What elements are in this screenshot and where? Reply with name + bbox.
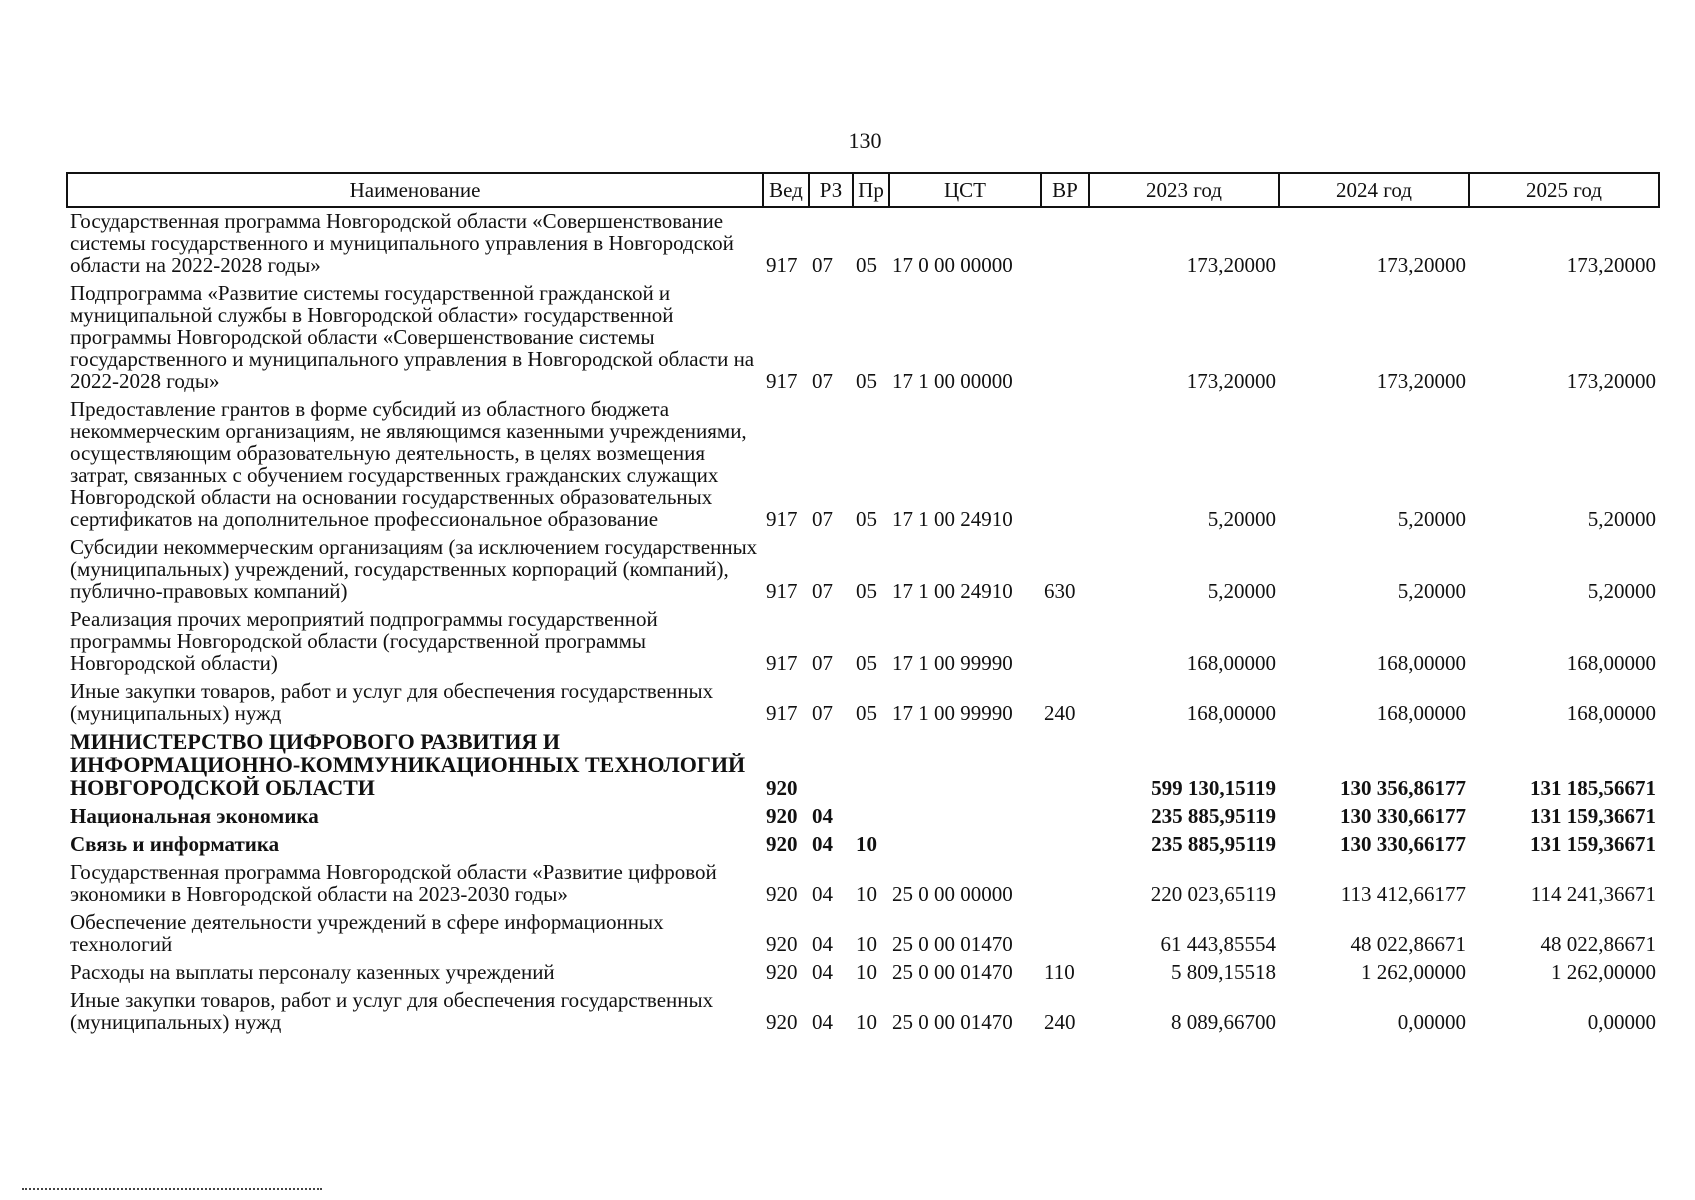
row-amount-2024: 173,20000 [1376, 369, 1466, 393]
row-ved: 917 [766, 579, 798, 603]
row-cst: 25 0 00 01470 [892, 960, 1013, 984]
row-name: Иные закупки товаров, работ и услуг для обеспечения государственных (муниципальных) нужд [70, 988, 714, 1034]
row-rz: 04 [812, 932, 833, 956]
row-rz: 04 [812, 804, 833, 828]
row-cst: 25 0 00 01470 [892, 1010, 1013, 1034]
header-2023: 2023 год [1089, 173, 1279, 207]
row-cst [889, 803, 1041, 831]
table-row [67, 280, 1659, 396]
header-2024: 2024 год [1279, 173, 1469, 207]
row-name: Субсидии некоммерческим организациям (за исключением государственных (муниципальных) учреждений, государственных корпораций (компаний), публично-правовых компаний) [70, 535, 758, 603]
row-vr: 240 [1044, 1010, 1076, 1034]
row-pr: 05 [856, 369, 877, 393]
row-amount-2023: 173,20000 [1186, 369, 1276, 393]
row-rz [809, 728, 853, 803]
row-rz: 07 [812, 651, 833, 675]
header-rz: РЗ [809, 173, 853, 207]
row-name: Иные закупки товаров, работ и услуг для обеспечения государственных (муниципальных) нужд [70, 679, 714, 725]
header-2025: 2025 год [1469, 173, 1659, 207]
row-name: Национальная экономика [70, 804, 319, 828]
row-vr [1041, 909, 1089, 959]
row-amount-2024: 168,00000 [1376, 701, 1466, 725]
row-name: Обеспечение деятельности учреждений в сфере информационных технологий [70, 910, 664, 956]
row-amount-2024: 5,20000 [1397, 579, 1466, 603]
row-amount-2023: 5 809,15518 [1171, 960, 1276, 984]
row-vr [1041, 396, 1089, 534]
row-amount-2025: 168,00000 [1566, 701, 1656, 725]
row-vr [1041, 728, 1089, 803]
table-row [67, 728, 1659, 803]
row-vr: 630 [1044, 579, 1076, 603]
row-vr [1041, 280, 1089, 396]
row-amount-2024: 1 262,00000 [1361, 960, 1466, 984]
row-rz: 07 [812, 253, 833, 277]
row-pr: 05 [856, 651, 877, 675]
row-amount-2025: 131 159,36671 [1530, 832, 1656, 856]
page-number: 130 [848, 128, 882, 153]
row-ved: 920 [766, 932, 798, 956]
row-vr [1041, 831, 1089, 859]
table-row [67, 959, 1659, 987]
row-amount-2025: 0,00000 [1587, 1010, 1656, 1034]
row-amount-2025: 1 262,00000 [1551, 960, 1656, 984]
row-rz: 07 [812, 579, 833, 603]
row-cst: 17 0 00 00000 [892, 253, 1013, 277]
row-ved: 917 [766, 253, 798, 277]
row-name: Предоставление грантов в форме субсидий из областного бюджета некоммерческим организациям, не являющимся казенными учреждениями, осуществляющим образовательную деятельность, в целях возмещения затрат, связанных с обучением государственных гражданских служащих Новгородской области на основании государственных образовательных сертификатов на дополнительное профессиональное образование [70, 397, 747, 531]
row-amount-2024: 130 356,86177 [1340, 776, 1466, 800]
row-amount-2024: 130 330,66177 [1340, 804, 1466, 828]
row-name: Государственная программа Новгородской области «Совершенствование системы государственного и муниципального управления в Новгородской области на 2022-2028 годы» [70, 209, 734, 277]
row-cst [889, 728, 1041, 803]
table-row [67, 534, 1659, 606]
row-ved: 920 [766, 776, 798, 800]
row-pr: 05 [856, 579, 877, 603]
row-amount-2023: 168,00000 [1186, 701, 1276, 725]
row-amount-2025: 173,20000 [1566, 369, 1656, 393]
row-amount-2023: 5,20000 [1207, 579, 1276, 603]
row-pr: 10 [856, 832, 877, 856]
table-row [67, 207, 1659, 280]
row-cst: 17 1 00 99990 [892, 651, 1013, 675]
row-name: Подпрограмма «Развитие системы государственной гражданской и муниципальной службы в Новгородской области» государственной программы Новгородской области «Совершенствование системы государственного и муниципального управления в Новгородской области на 2022-2028 годы» [70, 281, 755, 393]
row-rz: 07 [812, 369, 833, 393]
row-pr: 10 [856, 932, 877, 956]
row-pr [853, 728, 889, 803]
row-amount-2023: 235 885,95119 [1151, 804, 1276, 828]
row-cst: 17 1 00 00000 [892, 369, 1013, 393]
row-vr [1041, 859, 1089, 909]
table-row [67, 678, 1659, 728]
table-row [67, 909, 1659, 959]
row-amount-2023: 599 130,15119 [1151, 776, 1276, 800]
row-amount-2024: 173,20000 [1376, 253, 1466, 277]
row-amount-2025: 131 185,56671 [1530, 776, 1656, 800]
row-amount-2024: 0,00000 [1397, 1010, 1466, 1034]
row-ved: 920 [766, 960, 798, 984]
row-cst [889, 831, 1041, 859]
header-ved: Вед [763, 173, 809, 207]
row-ved: 917 [766, 651, 798, 675]
row-amount-2024: 48 022,86671 [1350, 932, 1466, 956]
row-amount-2025: 168,00000 [1566, 651, 1656, 675]
row-pr: 10 [856, 960, 877, 984]
row-amount-2024: 130 330,66177 [1340, 832, 1466, 856]
row-ved: 920 [766, 832, 798, 856]
row-pr: 05 [856, 253, 877, 277]
row-cst: 25 0 00 01470 [892, 932, 1013, 956]
row-rz: 07 [812, 701, 833, 725]
row-amount-2024: 5,20000 [1397, 507, 1466, 531]
row-ved: 920 [766, 882, 798, 906]
table-row [67, 987, 1659, 1037]
row-cst: 17 1 00 24910 [892, 507, 1013, 531]
row-ved: 917 [766, 701, 798, 725]
header-name: Наименование [67, 173, 763, 207]
row-amount-2023: 220 023,65119 [1150, 882, 1276, 906]
row-amount-2023: 8 089,66700 [1171, 1010, 1276, 1034]
row-rz: 04 [812, 960, 833, 984]
table-row [67, 859, 1659, 909]
row-ved: 917 [766, 369, 798, 393]
row-pr: 10 [856, 1010, 877, 1034]
row-pr: 05 [856, 701, 877, 725]
row-ved: 920 [766, 1010, 798, 1034]
row-amount-2023: 168,00000 [1186, 651, 1276, 675]
footer-divider [22, 1188, 322, 1190]
row-amount-2025: 173,20000 [1566, 253, 1656, 277]
row-vr [1041, 803, 1089, 831]
table-row [67, 606, 1659, 678]
row-amount-2023: 173,20000 [1186, 253, 1276, 277]
row-amount-2024: 113 412,66177 [1340, 882, 1466, 906]
row-ved: 920 [766, 804, 798, 828]
row-name: МИНИСТЕРСТВО ЦИФРОВОГО РАЗВИТИЯ И ИНФОРМАЦИОННО-КОММУНИКАЦИОННЫХ ТЕХНОЛОГИЙ НОВГОРОДСКОЙ ОБЛАСТИ [70, 729, 746, 800]
row-amount-2023: 235 885,95119 [1151, 832, 1276, 856]
row-amount-2025: 5,20000 [1587, 507, 1656, 531]
budget-table [66, 172, 1660, 1037]
table-row [67, 803, 1659, 831]
row-name: Расходы на выплаты персоналу казенных учреждений [70, 960, 555, 984]
row-amount-2025: 48 022,86671 [1540, 932, 1656, 956]
header-vr: ВР [1041, 173, 1089, 207]
header-pr: Пр [853, 173, 889, 207]
row-amount-2024: 168,00000 [1376, 651, 1466, 675]
row-amount-2025: 5,20000 [1587, 579, 1656, 603]
row-name: Реализация прочих мероприятий подпрограммы государственной программы Новгородской области (государственной программы Новгородской области) [70, 607, 658, 675]
table-row [67, 831, 1659, 859]
row-cst: 25 0 00 00000 [892, 882, 1013, 906]
row-rz: 07 [812, 507, 833, 531]
row-amount-2025: 114 241,36671 [1530, 882, 1656, 906]
row-amount-2023: 61 443,85554 [1160, 932, 1276, 956]
row-vr: 240 [1044, 701, 1076, 725]
header-cst: ЦСТ [889, 173, 1041, 207]
row-pr: 05 [856, 507, 877, 531]
row-rz: 04 [812, 1010, 833, 1034]
table-header-row [67, 173, 1659, 207]
row-ved: 917 [766, 507, 798, 531]
row-vr [1041, 207, 1089, 280]
row-name: Связь и информатика [70, 832, 280, 856]
row-cst: 17 1 00 24910 [892, 579, 1013, 603]
row-pr: 10 [856, 882, 877, 906]
row-amount-2025: 131 159,36671 [1530, 804, 1656, 828]
row-cst: 17 1 00 99990 [892, 701, 1013, 725]
row-amount-2023: 5,20000 [1207, 507, 1276, 531]
row-name: Государственная программа Новгородской области «Развитие цифровой экономики в Новгородской области на 2023-2030 годы» [70, 860, 717, 906]
table-body [67, 207, 1659, 1037]
row-pr [853, 803, 889, 831]
row-rz: 04 [812, 832, 833, 856]
table-row [67, 396, 1659, 534]
row-rz: 04 [812, 882, 833, 906]
row-vr [1041, 606, 1089, 678]
row-vr: 110 [1044, 960, 1075, 984]
